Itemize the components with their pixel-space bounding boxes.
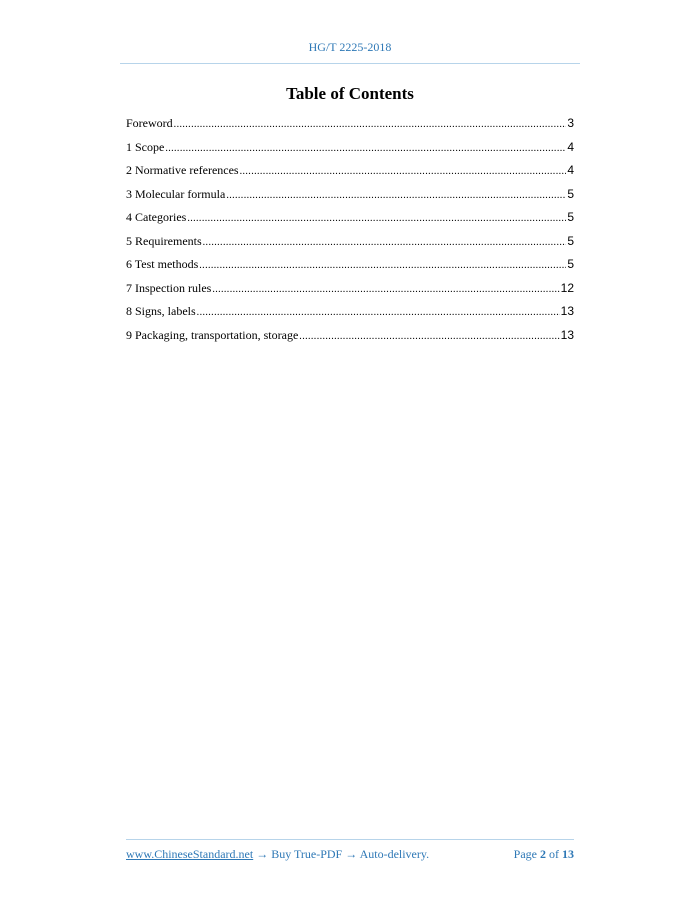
toc-entry-label: 1 Scope [126,139,165,154]
total-pages: 13 [562,847,574,861]
toc-entry-label: 2 Normative references [126,163,239,177]
toc-entry-normative-references[interactable] [126,163,574,187]
toc-leader-dots [165,142,566,156]
footer-promo [126,847,429,862]
toc-entry-page: 4 [567,163,574,177]
toc-entry-label: 4 Categories [126,210,187,224]
toc-entry-label: 5 Requirements [126,233,202,248]
toc-list [126,116,574,351]
toc-leader-dots [199,259,566,273]
footer [126,847,574,862]
header-doc-id: HG/T 2225-2018 [308,40,392,54]
toc-entry-page: 4 [567,139,574,154]
footer-promo-text: → Buy True-PDF → Auto-delivery. [253,847,430,861]
page-indicator [514,847,574,862]
toc-entry-label: 6 Test methods [126,257,199,271]
toc-title: Table of Contents [286,84,414,103]
toc-leader-dots [203,236,567,250]
of-word: of [549,847,559,861]
toc-entry-molecular-formula[interactable] [126,187,574,211]
toc-leader-dots [299,330,559,344]
toc-leader-dots [174,118,567,132]
toc-entry-label: 3 Molecular formula [126,186,226,201]
toc-entry-page: 13 [560,327,574,342]
toc-entry-page: 5 [567,233,574,248]
toc-entry-page: 5 [567,257,574,271]
toc-leader-dots [187,212,566,226]
toc-entry-categories[interactable] [126,210,574,234]
toc-leader-dots [197,306,560,320]
toc-entry-test-methods[interactable] [126,257,574,281]
footer-divider [126,839,574,840]
toc-entry-inspection-rules[interactable] [126,281,574,305]
toc-entry-packaging[interactable] [126,328,574,352]
toc-entry-page: 5 [567,210,574,224]
toc-entry-requirements[interactable] [126,234,574,258]
toc-entry-label: 7 Inspection rules [126,280,212,295]
toc-leader-dots [240,165,567,179]
toc-entry-foreword[interactable] [126,116,574,140]
toc-entry-scope[interactable] [126,140,574,164]
toc-entry-signs-labels[interactable] [126,304,574,328]
page-word: Page [513,847,537,861]
toc-entry-page: 5 [567,186,574,201]
toc-entry-label: Foreword [126,116,173,130]
toc-entry-page: 13 [560,304,574,318]
header-divider [120,63,580,64]
current-page: 2 [540,847,546,861]
toc-entry-page: 12 [560,280,574,295]
toc-entry-label: 9 Packaging, transportation, storage [126,327,299,342]
toc-leader-dots [226,189,566,203]
toc-leader-dots [212,283,559,297]
toc-entry-page: 3 [567,116,574,130]
site-link[interactable]: www.ChineseStandard.net [126,847,254,861]
toc-entry-label: 8 Signs, labels [126,304,196,318]
